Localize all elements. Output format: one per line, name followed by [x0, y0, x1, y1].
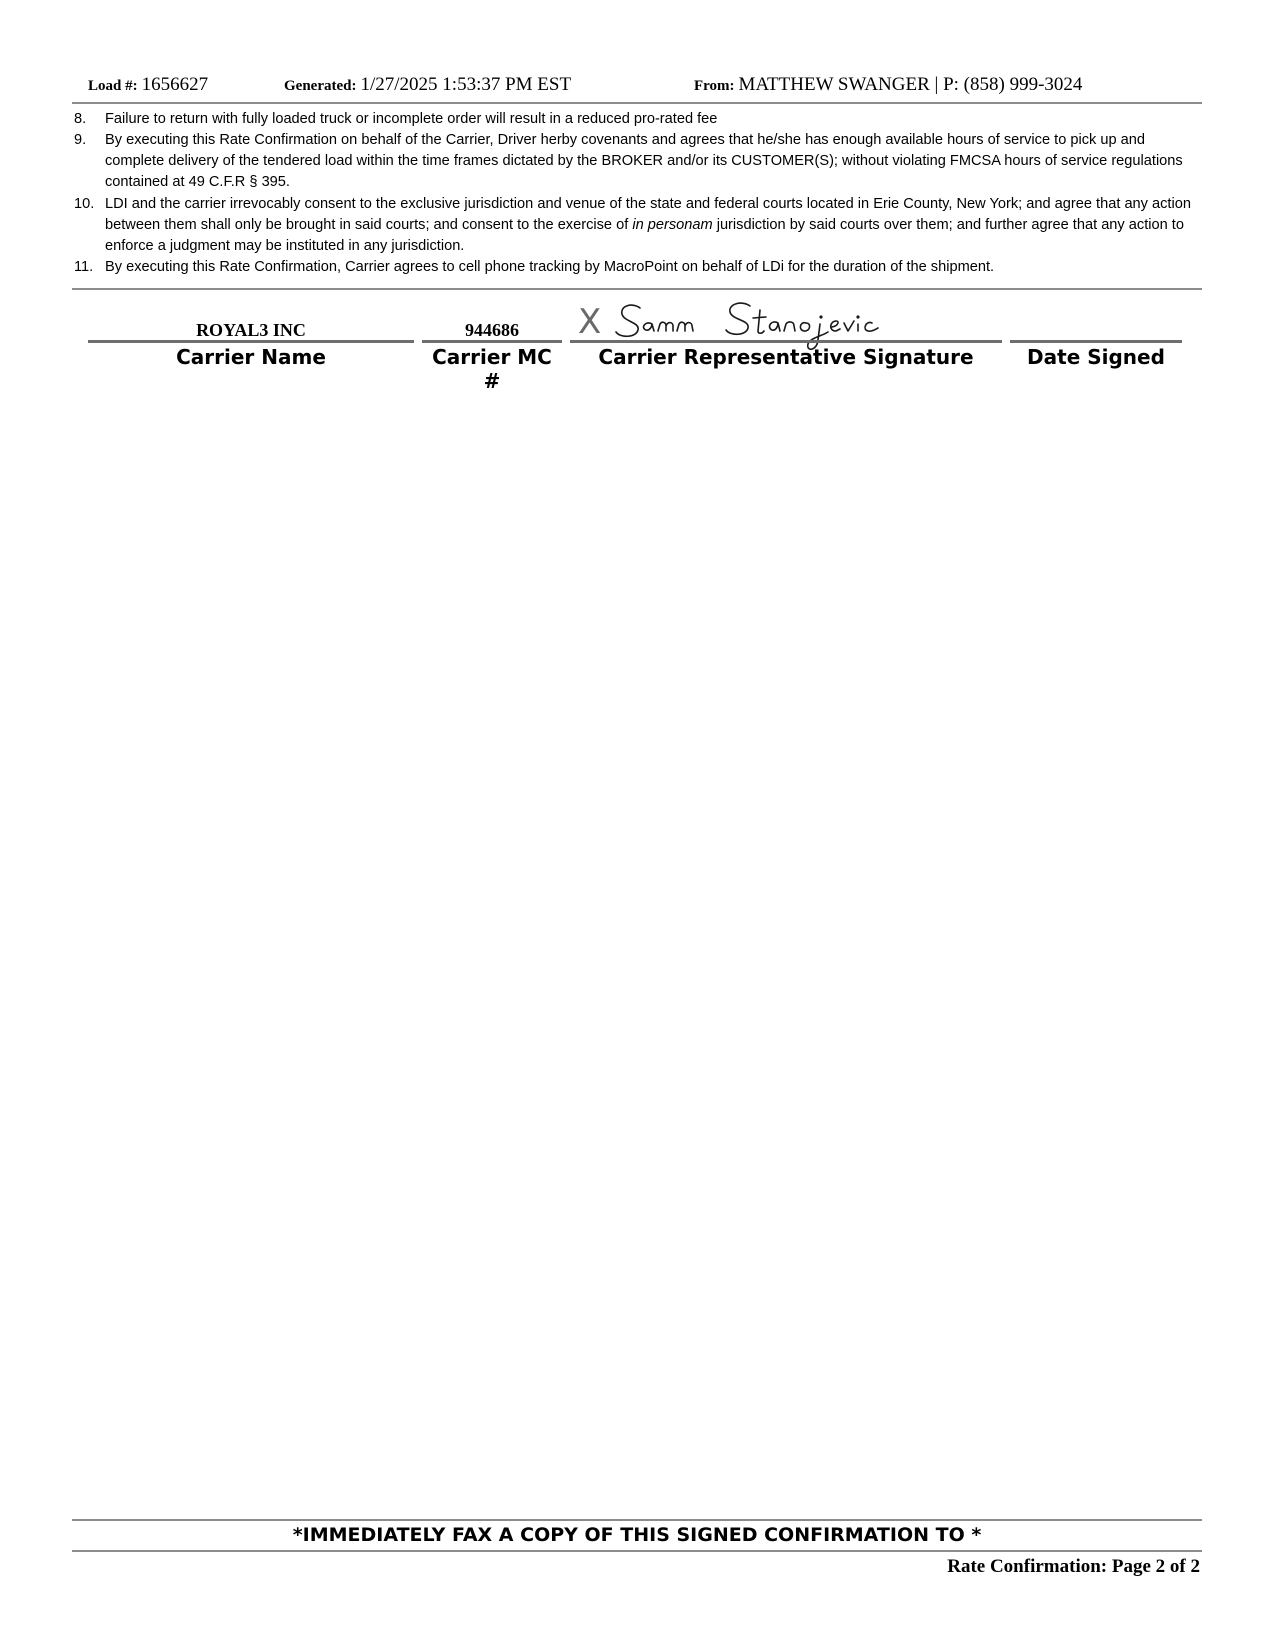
terms-list	[72, 109, 1202, 278]
signature-block	[0, 300, 1275, 393]
terms-divider	[72, 288, 1202, 290]
generated-value: 1/27/2025 1:53:37 PM EST	[360, 74, 572, 95]
term-text: LDI and the carrier irrevocably consent to the exclusive jurisdiction and venue of the state and federal courts located in Erie County, New York; and agree that any action between them shall only be brought in said courts; and consent to the exercise of	[105, 196, 1191, 233]
term-text: jurisdiction by said courts over them; and further agree that any action to enforce a judgment may be instituted in any jurisdiction.	[105, 217, 1184, 254]
fax-notice: *IMMEDIATELY FAX A COPY OF THIS SIGNED CONFIRMATION TO *	[292, 1524, 982, 1546]
carrier-name-value: ROYAL3 INC	[196, 320, 306, 340]
term-item-11	[72, 257, 1202, 278]
generated-label: Generated:	[284, 78, 357, 94]
signature-line	[570, 340, 1002, 343]
date-signed-field[interactable]	[1010, 300, 1182, 380]
term-item-8	[72, 109, 1202, 130]
term-text-italic: in personam	[632, 217, 713, 233]
load-number-label: Load #:	[88, 78, 138, 94]
term-text: By executing this Rate Confirmation, Carrier agrees to cell phone tracking by MacroPoint on behalf of LDi for the duration of the shipment.	[105, 259, 995, 275]
from-label: From:	[694, 78, 735, 94]
page-header	[88, 74, 1168, 100]
term-number: 9.	[74, 132, 87, 148]
carrier-mc-value: 944686	[465, 320, 519, 340]
term-text: By executing this Rate Confirmation on behalf of the Carrier, Driver herby covenants and agrees that he/she has enough available hours of service to pick up and complete delivery of the tendered load within the time frames dictated by the BROKER and/or its CUSTOMER(S); without violating FMCSA hours of service regulations contained at 49 C.F.R § 395.	[105, 132, 1183, 190]
carrier-name-field	[88, 300, 414, 380]
footer-divider-bottom	[72, 1550, 1202, 1552]
header-divider	[72, 102, 1202, 104]
from-contact	[694, 74, 1082, 96]
signature-x-mark: X	[578, 302, 602, 342]
date-signed-label: Date Signed	[1027, 345, 1165, 369]
load-number	[88, 74, 208, 96]
term-text: Failure to return with fully loaded truck or incomplete order will result in a reduced pro-rated fee	[105, 111, 718, 127]
carrier-mc-label: Carrier MC #	[432, 345, 552, 393]
page-number: Rate Confirmation: Page 2 of 2	[947, 1556, 1200, 1577]
term-number: 10.	[74, 196, 95, 212]
footer-divider-top	[72, 1519, 1202, 1521]
carrier-signature-field[interactable]	[570, 300, 1002, 380]
date-signed-line	[1010, 340, 1182, 343]
carrier-mc-field	[422, 300, 562, 393]
from-value: MATTHEW SWANGER | P: (858) 999-3024	[738, 74, 1083, 95]
carrier-name-line	[88, 340, 414, 343]
term-number: 8.	[74, 111, 87, 127]
carrier-mc-line	[422, 340, 562, 343]
load-number-value: 1656627	[141, 74, 209, 95]
term-item-10	[72, 194, 1202, 257]
signature-label: Carrier Representative Signature	[598, 345, 974, 369]
term-item-9	[72, 130, 1202, 193]
term-number: 11.	[74, 259, 94, 275]
generated-timestamp	[284, 74, 571, 96]
carrier-name-label: Carrier Name	[176, 345, 326, 369]
